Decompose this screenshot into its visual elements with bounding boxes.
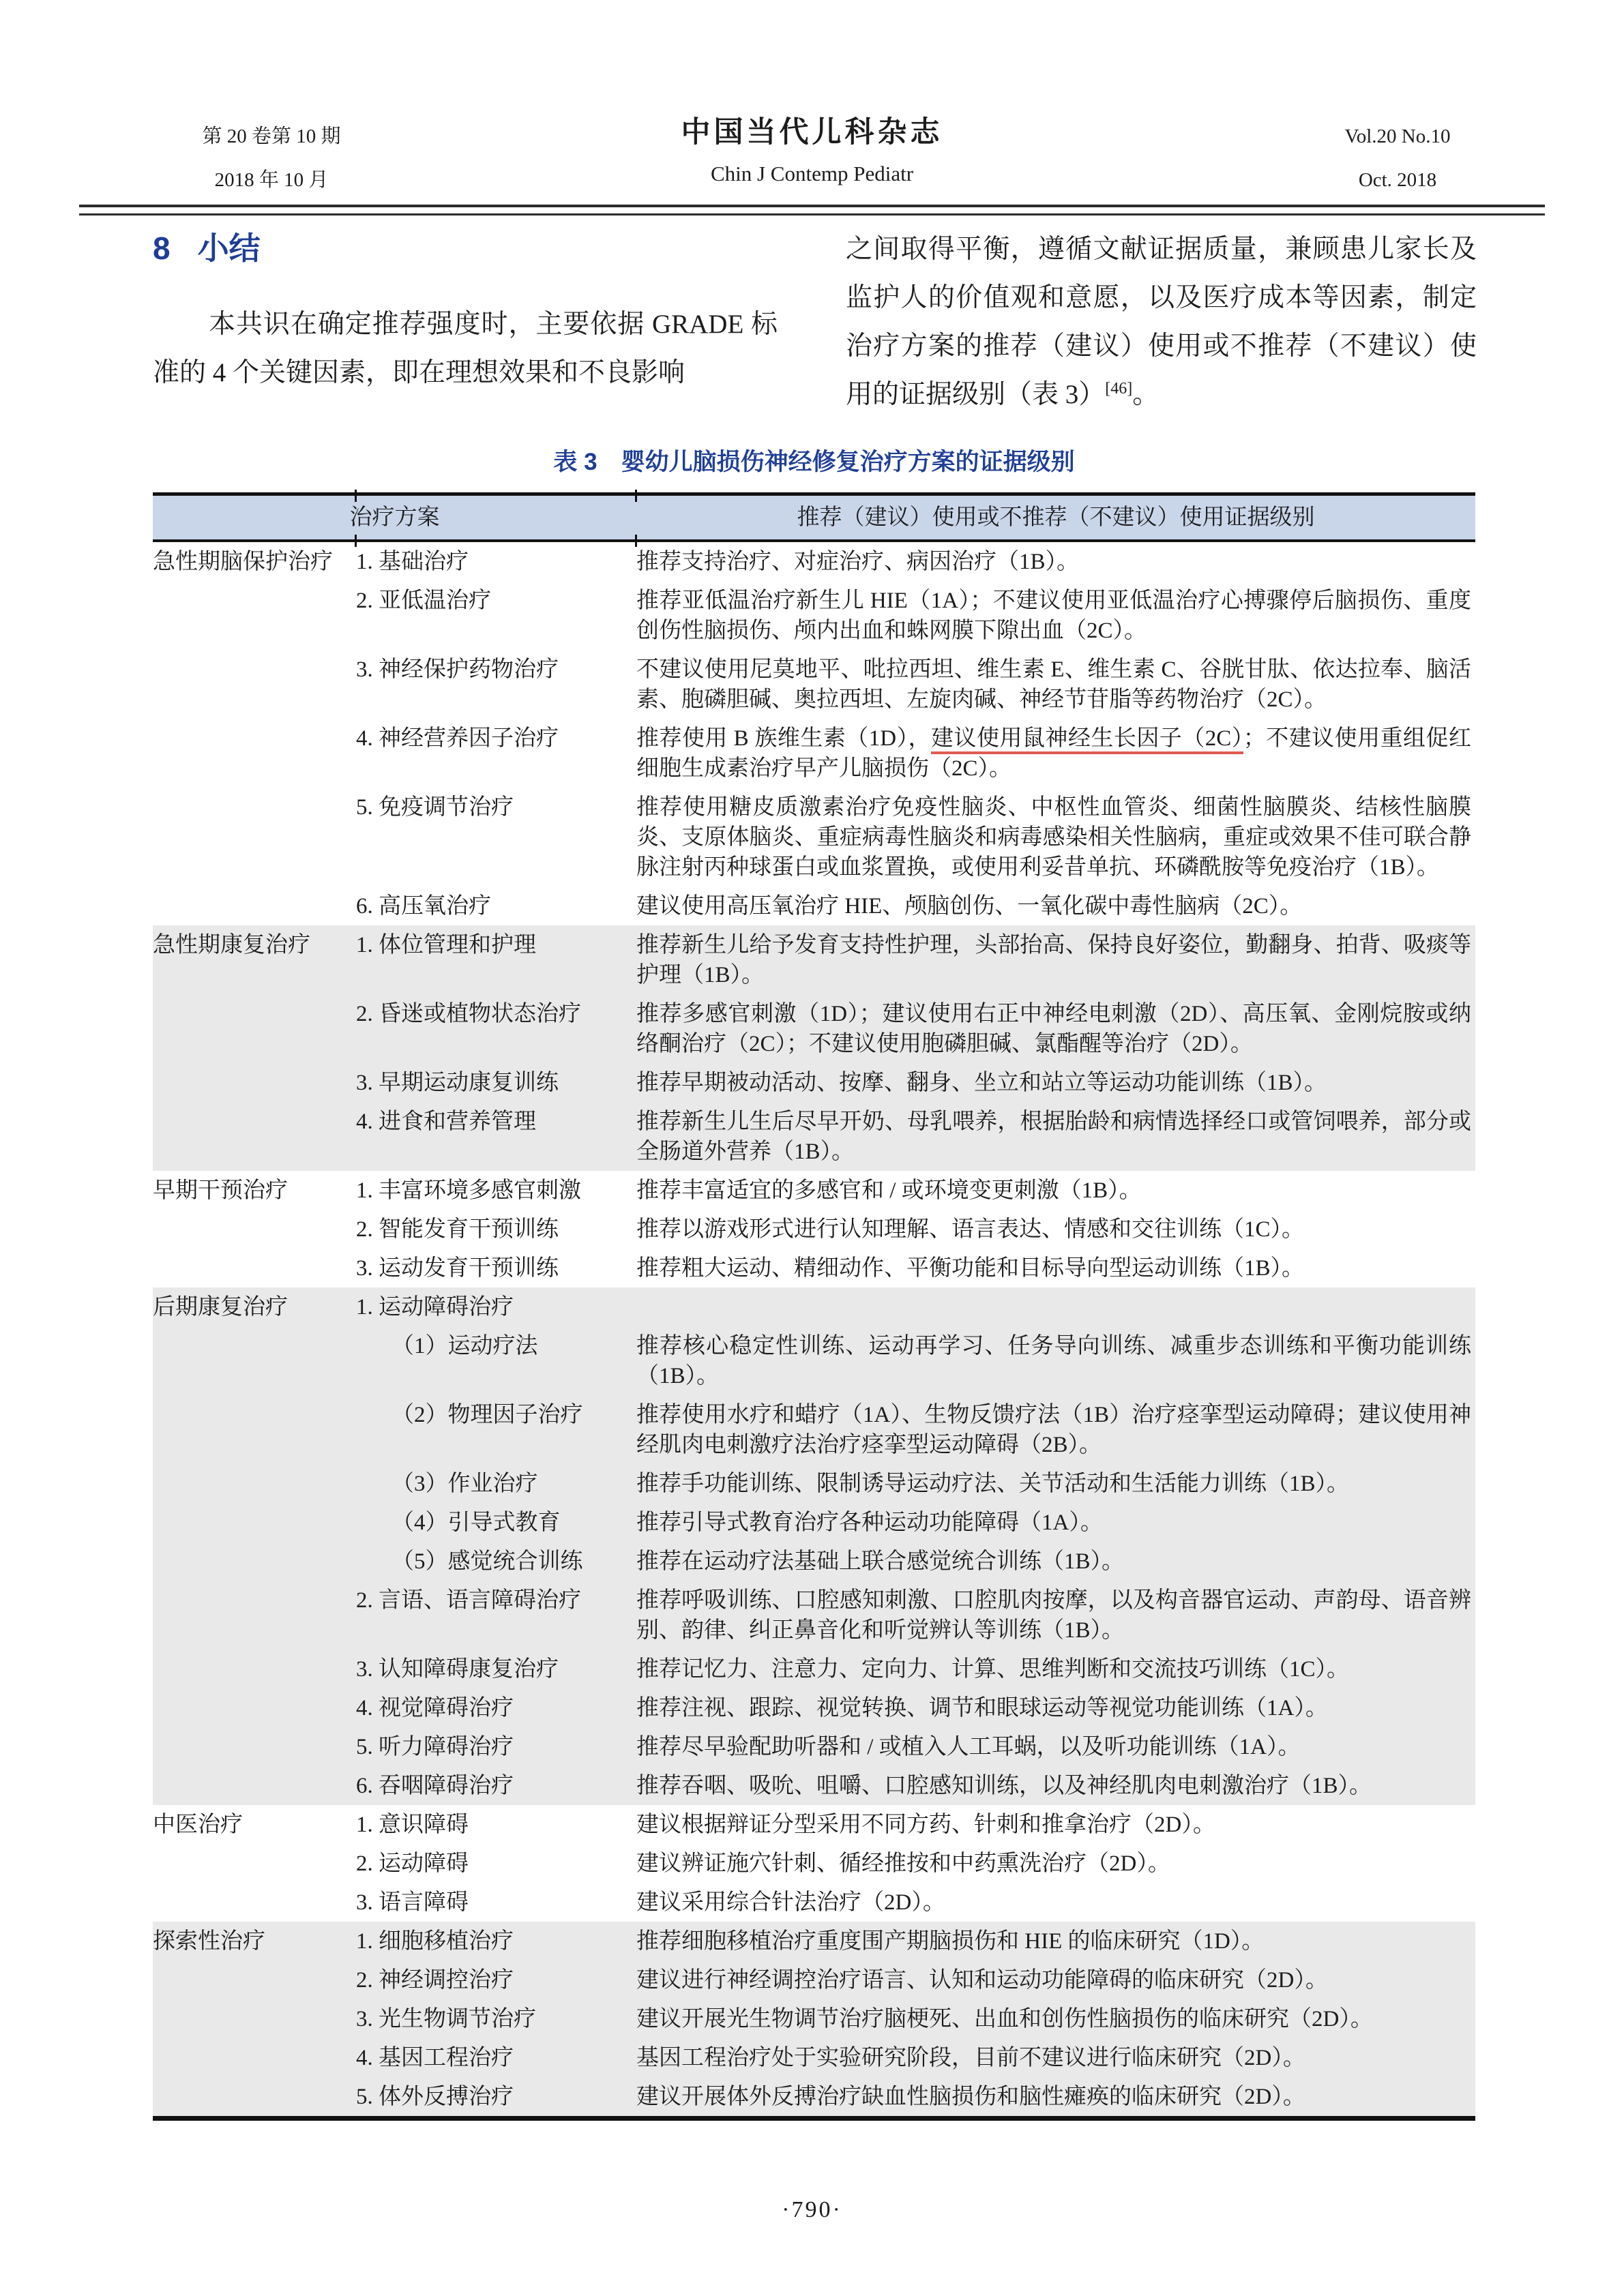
treatment-cell: 5. 体外反搏治疗 bbox=[356, 2085, 514, 2109]
treatment-cell: 4. 视觉障碍治疗 bbox=[356, 1696, 514, 1720]
column-header-evidence: 推荐（建议）使用或不推荐（不建议）使用证据级别 bbox=[636, 494, 1475, 541]
citation-reference: [46] bbox=[1105, 380, 1133, 398]
recommendation-cell: 推荐核心稳定性训练、运动再学习、任务导向训练、减重步态训练和平衡功能训练（1B）。 bbox=[636, 1334, 1471, 1388]
recommendation-cell: 建议开展体外反搏治疗缺血性脑损伤和脑性瘫痪的临床研究（2D）。 bbox=[636, 2085, 1305, 2109]
treatment-cell: 5. 免疫调节治疗 bbox=[356, 795, 514, 820]
section-acute-brain-protection bbox=[153, 541, 1475, 925]
recommendation-cell: 建议进行神经调控治疗语言、认知和运动功能障碍的临床研究（2D）。 bbox=[636, 1968, 1328, 1993]
recommendation-cell: 推荐丰富适宜的多感官和 / 或环境变更刺激（1B）。 bbox=[636, 1178, 1142, 1203]
treatment-cell: 4. 进食和营养管理 bbox=[356, 1109, 536, 1134]
recommendation-cell: 不建议使用尼莫地平、吡拉西坦、维生素 E、维生素 C、谷胱甘肽、依达拉奉、脑活素、胞磷胆碱、奥拉西坦、左旋肉碱、神经节苷脂等药物治疗（2C）。 bbox=[636, 657, 1471, 712]
date-en: Oct. 2018 bbox=[1358, 169, 1437, 191]
table-row bbox=[153, 541, 1475, 581]
section-heading bbox=[153, 224, 261, 269]
recommendation-cell: 推荐呼吸训练、口腔感知刺激、口腔肌肉按摩，以及构音器官运动、声韵母、语音辨别、韵律、纠正鼻音化和听觉辨认等训练（1B）。 bbox=[636, 1588, 1471, 1643]
recommendation-cell bbox=[636, 1287, 1475, 1326]
recommendation-cell: 基因工程治疗处于实验研究阶段，目前不建议进行临床研究（2D）。 bbox=[636, 2046, 1305, 2070]
table-title: 表 3 婴幼儿脑损伤神经修复治疗方案的证据级别 bbox=[553, 449, 1075, 475]
recommendation-cell bbox=[636, 719, 1475, 788]
date-cn: 2018 年 10 月 bbox=[214, 169, 329, 191]
treatment-cell: 3. 神经保护药物治疗 bbox=[356, 657, 559, 682]
treatment-cell: 1. 细胞移植治疗 bbox=[356, 1929, 514, 1954]
treatment-cell: 3. 早期运动康复训练 bbox=[356, 1071, 559, 1095]
treatment-cell: （4）引导式教育 bbox=[392, 1510, 561, 1535]
recommendation-cell: 建议根据辩证分型采用不同方药、针刺和推拿治疗（2D）。 bbox=[636, 1813, 1215, 1837]
masthead-volume-info bbox=[1295, 115, 1500, 202]
column-rule-tick bbox=[355, 535, 357, 547]
table-row bbox=[153, 1922, 1475, 1960]
category-cell: 后期康复治疗 bbox=[153, 1295, 288, 1320]
table-row bbox=[153, 1287, 1475, 1326]
treatment-cell: 2. 神经调控治疗 bbox=[356, 1968, 514, 1993]
volume-issue-en: Vol.20 No.10 bbox=[1344, 125, 1451, 147]
recommendation-cell: 推荐使用糖皮质激素治疗免疫性脑炎、中枢性血管炎、细菌性脑膜炎、结核性脑膜炎、支原体脑炎、重症病毒性脑炎和病毒感染相关性脑病，重症或效果不佳可联合静脉注射丙种球蛋白或血浆置换，或使用利妥昔单抗、环磷酰胺等免疫治疗（1B）。 bbox=[636, 795, 1471, 880]
column-rule-tick bbox=[635, 490, 637, 502]
recommendation-cell: 推荐引导式教育治疗各种运动功能障碍（1A）。 bbox=[636, 1510, 1103, 1535]
recommendation-cell: 推荐尽早验配助听器和 / 或植入人工耳蜗，以及听功能训练（1A）。 bbox=[636, 1735, 1301, 1759]
recommendation-cell: 推荐使用水疗和蜡疗（1A）、生物反馈疗法（1B）治疗痉挛型运动障碍；建议使用神经肌肉电刺激疗法治疗痉挛型运动障碍（2B）。 bbox=[636, 1403, 1471, 1457]
recommendation-cell: 推荐手功能训练、限制诱导运动疗法、关节活动和生活能力训练（1B）。 bbox=[636, 1472, 1350, 1496]
section-number: 8 bbox=[153, 230, 171, 266]
treatment-cell: 3. 语言障碍 bbox=[356, 1890, 469, 1915]
treatment-cell: 3. 认知障碍康复治疗 bbox=[356, 1657, 559, 1682]
table-row bbox=[153, 925, 1475, 994]
category-cell: 急性期康复治疗 bbox=[153, 933, 310, 957]
journal-title-en: Chin J Contemp Pediatr bbox=[710, 162, 914, 185]
body-paragraph-right-column bbox=[846, 225, 1477, 419]
volume-issue-cn: 第 20 卷第 10 期 bbox=[202, 125, 341, 147]
recommendation-text: ；不建议使用重组促红细胞生成素治疗早产儿脑损伤（2C）。 bbox=[636, 726, 1472, 781]
treatment-cell: 1. 丰富环境多感官刺激 bbox=[356, 1178, 581, 1203]
masthead-issue-info bbox=[156, 115, 387, 202]
table-row bbox=[153, 1805, 1475, 1844]
treatment-cell: （2）物理因子治疗 bbox=[392, 1403, 583, 1427]
recommendation-cell: 推荐多感官刺激（1D）；建议使用右正中神经电刺激（2D）、高压氧、金刚烷胺或纳络酮治疗（2C）；不建议使用胞磷胆碱、氯酯醒等治疗（2D）。 bbox=[636, 1002, 1471, 1056]
recommendation-cell: 推荐早期被动活动、按摩、翻身、坐立和站立等运动功能训练（1B）。 bbox=[636, 1071, 1327, 1095]
table-row bbox=[153, 1171, 1475, 1210]
recommendation-cell: 推荐新生儿生后尽早开奶、母乳喂养，根据胎龄和病情选择经口或管饲喂养，部分或全肠道外营养（1B）。 bbox=[636, 1109, 1471, 1164]
section-acute-rehabilitation bbox=[153, 925, 1475, 1171]
evidence-level-table bbox=[153, 492, 1475, 2121]
treatment-cell: 2. 言语、语言障碍治疗 bbox=[356, 1588, 581, 1613]
category-cell: 早期干预治疗 bbox=[153, 1178, 288, 1203]
red-underline-annotation: 建议使用鼠神经生长因子（2C） bbox=[931, 726, 1243, 754]
page-number: ·790· bbox=[782, 2197, 842, 2222]
treatment-cell: 1. 意识障碍 bbox=[356, 1813, 469, 1837]
category-cell: 中医治疗 bbox=[153, 1813, 243, 1837]
recommendation-cell: 推荐在运动疗法基础上联合感觉统合训练（1B）。 bbox=[636, 1549, 1125, 1574]
treatment-cell: 4. 神经营养因子治疗 bbox=[356, 726, 559, 751]
treatment-cell: 6. 高压氧治疗 bbox=[356, 894, 491, 919]
paragraph-text: 之间取得平衡，遵循文献证据质量，兼顾患儿家长及监护人的价值观和意愿，以及医疗成本等因素，制定治疗方案的推荐（建议）使用或不推荐（不建议）使用的证据级别（表 3） bbox=[846, 235, 1477, 409]
treatment-cell: 2. 昏迷或植物状态治疗 bbox=[356, 1002, 581, 1026]
treatment-cell: 1. 基础治疗 bbox=[356, 550, 469, 574]
recommendation-cell: 推荐吞咽、吸吮、咀嚼、口腔感知训练，以及神经肌肉电刺激治疗（1B）。 bbox=[636, 1774, 1372, 1798]
column-rule-tick bbox=[355, 490, 357, 502]
recommendation-cell: 推荐记忆力、注意力、定向力、计算、思维判断和交流技巧训练（1C）。 bbox=[636, 1657, 1350, 1682]
evidence-table-wrapper bbox=[153, 492, 1475, 2121]
masthead-journal-title bbox=[681, 109, 943, 186]
recommendation-cell: 推荐亚低温治疗新生儿 HIE（1A）；不建议使用亚低温治疗心搏骤停后脑损伤、重度创伤性脑损伤、颅内出血和蛛网膜下隙出血（2C）。 bbox=[636, 588, 1471, 643]
journal-title-cn: 中国当代儿科杂志 bbox=[681, 117, 943, 149]
section-early-intervention bbox=[153, 1171, 1475, 1287]
recommendation-cell: 建议使用高压氧治疗 HIE、颅脑创伤、一氧化碳中毒性脑病（2C）。 bbox=[636, 894, 1303, 919]
treatment-cell: 2. 亚低温治疗 bbox=[356, 588, 491, 613]
body-paragraph-left-column: 本共识在确定推荐强度时，主要依据 GRADE 标准的 4 个关键因素，即在理想效果和不良影响 bbox=[153, 310, 778, 387]
section-exploratory-therapy bbox=[153, 1922, 1475, 2119]
treatment-cell: （1）运动疗法 bbox=[392, 1334, 538, 1358]
section-traditional-chinese-medicine bbox=[153, 1805, 1475, 1922]
treatment-cell: 5. 听力障碍治疗 bbox=[356, 1735, 514, 1759]
recommendation-cell: 推荐粗大运动、精细动作、平衡功能和目标导向型运动训练（1B）。 bbox=[636, 1256, 1305, 1281]
recommendation-cell: 推荐支持治疗、对症治疗、病因治疗（1B）。 bbox=[636, 550, 1080, 574]
treatment-cell: （3）作业治疗 bbox=[392, 1472, 538, 1496]
paragraph-tail: 。 bbox=[1132, 380, 1160, 409]
recommendation-cell: 建议辨证施穴针刺、循经推按和中药熏洗治疗（2D）。 bbox=[636, 1851, 1170, 1876]
treatment-cell: 3. 运动发育干预训练 bbox=[356, 1256, 559, 1281]
masthead-divider-rule bbox=[79, 205, 1545, 215]
column-rule-tick bbox=[635, 535, 637, 547]
treatment-cell: 2. 智能发育干预训练 bbox=[356, 1217, 559, 1242]
treatment-cell: 3. 光生物调节治疗 bbox=[356, 2007, 536, 2031]
section-late-rehabilitation bbox=[153, 1287, 1475, 1805]
recommendation-text: 推荐使用 B 族维生素（1D）， bbox=[636, 726, 932, 751]
treatment-cell: （5）感觉统合训练 bbox=[392, 1549, 583, 1574]
recommendation-cell: 建议开展光生物调节治疗脑梗死、出血和创伤性脑损伤的临床研究（2D）。 bbox=[636, 2007, 1373, 2031]
recommendation-cell: 建议采用综合针法治疗（2D）。 bbox=[636, 1890, 945, 1915]
recommendation-cell: 推荐以游戏形式进行认知理解、语言表达、情感和交往训练（1C）。 bbox=[636, 1217, 1305, 1242]
treatment-cell: 1. 体位管理和护理 bbox=[356, 933, 536, 957]
recommendation-cell: 推荐细胞移植治疗重度围产期脑损伤和 HIE 的临床研究（1D）。 bbox=[636, 1929, 1265, 1954]
treatment-cell: 4. 基因工程治疗 bbox=[356, 2046, 514, 2070]
category-cell: 探索性治疗 bbox=[153, 1929, 265, 1954]
treatment-cell: 2. 运动障碍 bbox=[356, 1851, 469, 1876]
table-header-row bbox=[153, 494, 1475, 541]
category-cell: 急性期脑保护治疗 bbox=[153, 550, 333, 574]
treatment-cell: 1. 运动障碍治疗 bbox=[356, 1295, 514, 1320]
recommendation-cell: 推荐注视、跟踪、视觉转换、调节和眼球运动等视觉功能训练（1A）。 bbox=[636, 1696, 1328, 1720]
column-header-plan: 治疗方案 bbox=[153, 494, 636, 541]
treatment-cell: 6. 吞咽障碍治疗 bbox=[356, 1774, 514, 1798]
recommendation-cell: 推荐新生儿给予发育支持性护理，头部抬高、保持良好姿位，勤翻身、拍背、吸痰等护理（1B）。 bbox=[636, 933, 1471, 987]
section-title: 小结 bbox=[197, 230, 261, 266]
